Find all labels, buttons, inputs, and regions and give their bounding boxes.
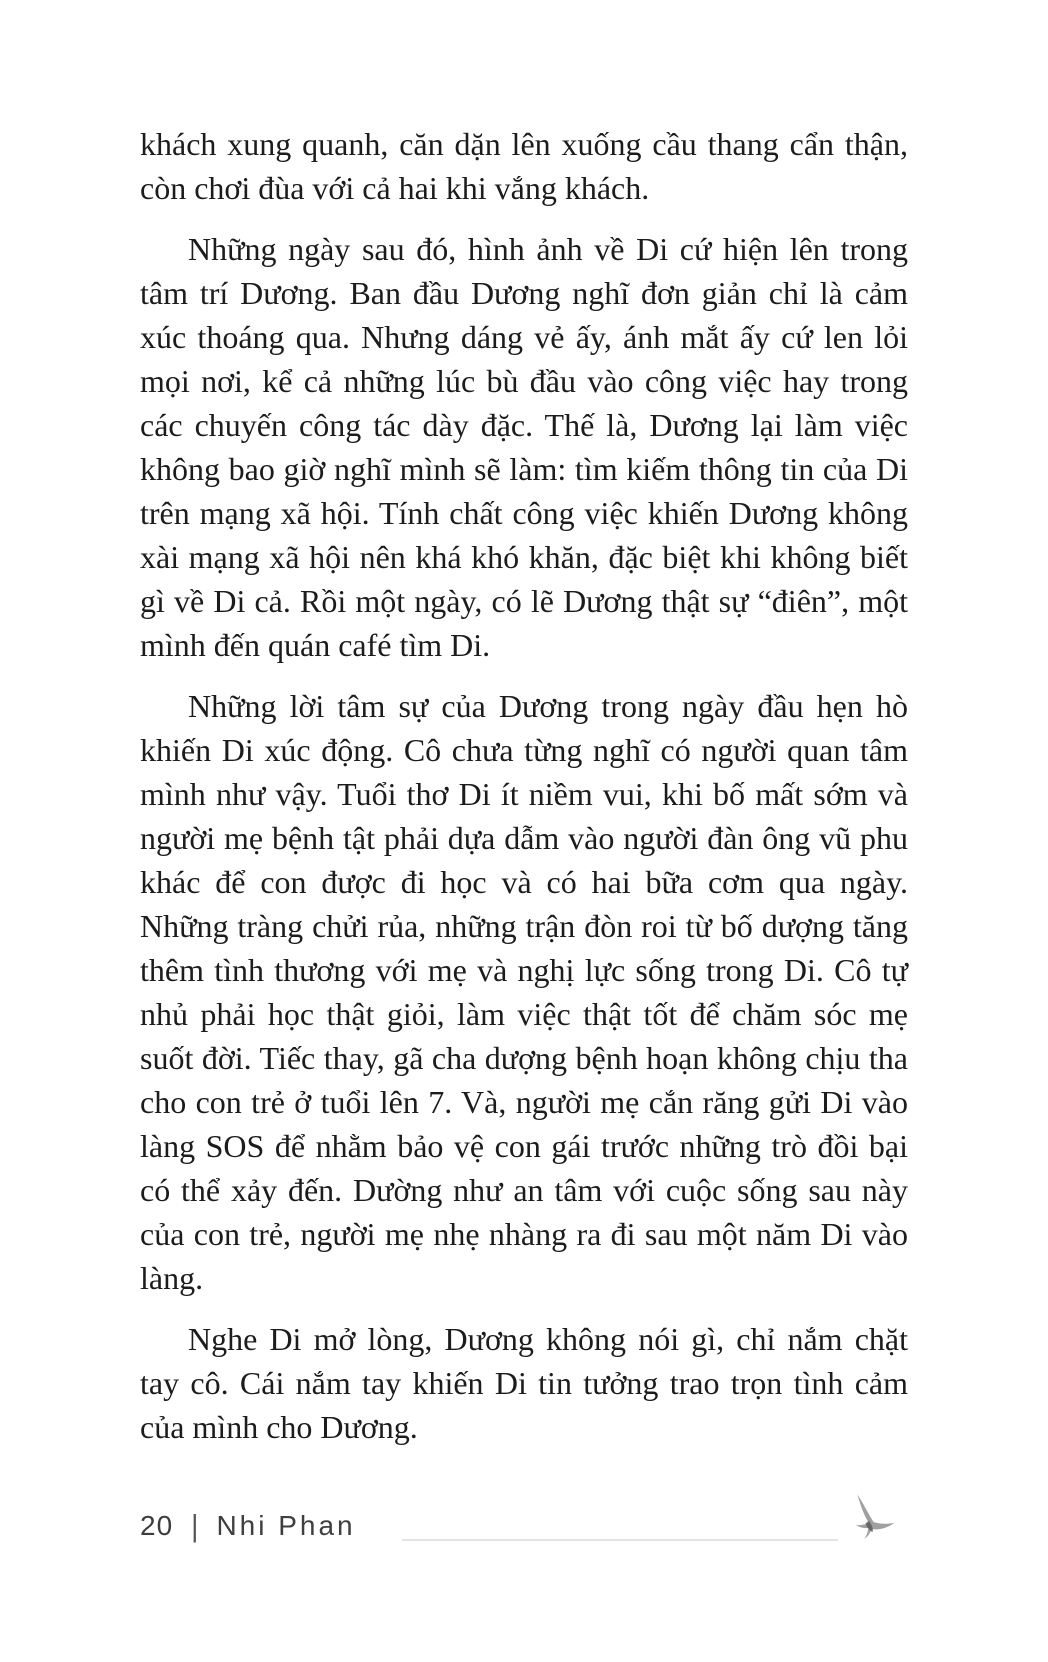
paragraph: Những ngày sau đó, hình ảnh về Di cứ hiện lên trong tâm trí Dương. Ban đầu Dương nghĩ đơn giản chỉ là cảm xúc thoáng qua. Nhưng dáng vẻ ấy, ánh mắt ấy cứ len lỏi mọi nơi, kể cả những lúc bù đầu vào công việc hay trong các chuyến công tác dày đặc. Thế là, Dương lại làm việc không bao giờ nghĩ mình sẽ làm: tìm kiếm thông tin của Di trên mạng xã hội. Tính chất công việc khiến Dương không xài mạng xã hội nên khá khó khăn, đặc biệt khi không biết gì về Di cả. Rồi một ngày, có lẽ Dương thật sự “điên”, một mình đến quán café tìm Di. [140,231,908,663]
footer-text [140,1510,356,1542]
footer-separator: | [191,1508,199,1543]
page-footer [140,1502,908,1566]
page-text [140,122,908,1449]
paragraph: khách xung quanh, căn dặn lên xuống cầu thang cẩn thận, còn chơi đùa với cả hai khi vắng khách. [140,126,908,206]
author-name: Nhi Phan [216,1510,356,1541]
paragraph: Những lời tâm sự của Dương trong ngày đầu hẹn hò khiến Di xúc động. Cô chưa từng nghĩ có người quan tâm mình như vậy. Tuổi thơ Di ít niềm vui, khi bố mất sớm và người mẹ bệnh tật phải dựa dẫm vào người đàn ông vũ phu khác để con được đi học và có hai bữa cơm qua ngày. Những tràng chửi rủa, những trận đòn roi từ bố dượng tăng thêm tình thương với mẹ và nghị lực sống trong Di. Cô tự nhủ phải học thật giỏi, làm việc thật tốt để chăm sóc mẹ suốt đời. Tiếc thay, gã cha dượng bệnh hoạn không chịu tha cho con trẻ ở tuổi lên 7. Và, người mẹ cắn răng gửi Di vào làng SOS để nhằm bảo vệ con gái trước những trò đồi bại có thể xảy đến. Dường như an tâm với cuộc sống sau này của con trẻ, người mẹ nhẹ nhàng ra đi sau một năm Di vào làng. [140,688,908,1296]
page-number: 20 [140,1510,174,1541]
footer-rule-line [402,1539,838,1541]
flying-bird-icon [840,1490,898,1552]
paragraph: Nghe Di mở lòng, Dương không nói gì, chỉ nắm chặt tay cô. Cái nắm tay khiến Di tin tưởng trao trọn tình cảm của mình cho Dương. [140,1321,908,1445]
